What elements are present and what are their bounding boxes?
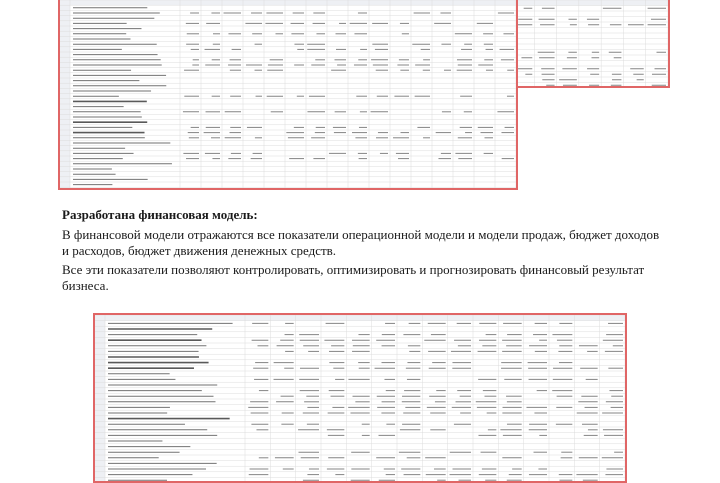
front-spreadsheet-screenshot [58,0,518,190]
spreadsheet-image [95,315,625,481]
paragraph-1: В финансовой модели отражаются все показатели операционной модели и модели продаж, бюджет доходов и расходов, бюджет движения денежных средств. [62,227,660,258]
section-heading: Разработана финансовая модель: [62,207,258,222]
paragraph-2: Все эти показатели позволяют контролировать, оптимизировать и прогнозировать финансовый результат бизнеса. [62,262,645,293]
description-block [62,207,662,297]
bottom-spreadsheet-screenshot [93,313,627,483]
spreadsheet-image [60,0,516,188]
